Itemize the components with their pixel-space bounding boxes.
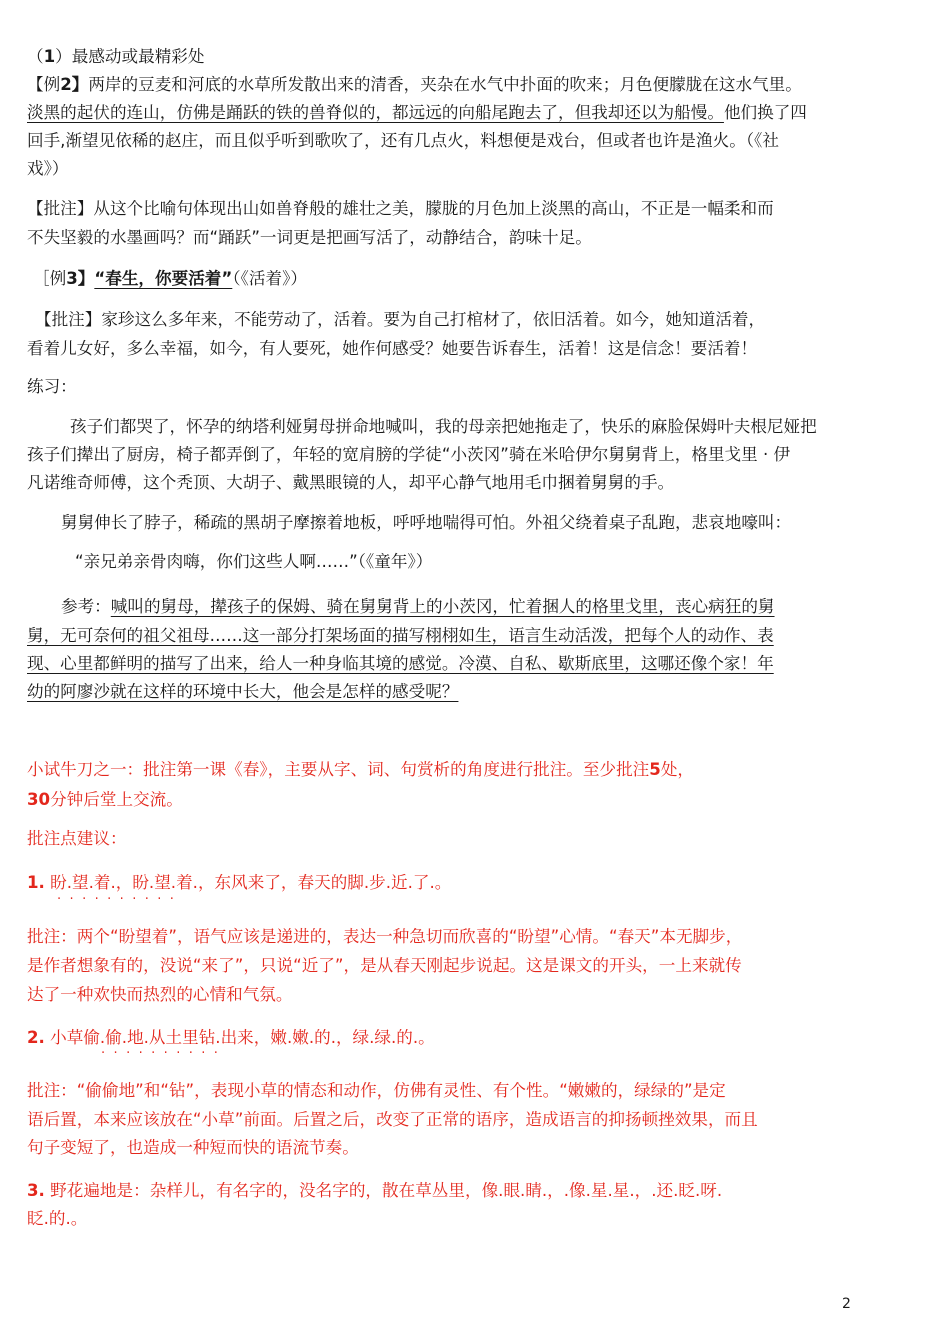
suggestion-label: 批注点建议： — [27, 829, 127, 848]
practice-line1: 孩子们都哭了，怀孕的纳塔利娅舅母拼命地喊叫，我的母亲把她拖走了，快乐的麻脸保姆叶夫根尼娅把 — [70, 417, 817, 436]
example2-underlined-sentence: 淡黑的起伏的连山，仿佛是踊跃的铁的兽脊似的，都远远的向船尾跑去了，但我却还以为船慢。 — [27, 103, 724, 122]
task-line1: 小试牛刀之一：批注第一课《春》，主要从字、词、句赏析的角度进行批注。至少批注5处， — [27, 760, 694, 779]
item3-line1: 3. 野花遍地是：杂样儿，有名字的，没名字的，散在草丛里，像.眼.睛.，.像.星.星.，.还.眨.呀. — [27, 1181, 723, 1200]
reference-line3: 现、心里都鲜明的描写了出来，给人一种身临其境的感觉。冷漠、自私、歇斯底里，这哪还像个家！年 — [27, 654, 774, 673]
annotation3-line2: 看着儿女好，多么幸福，如今，有人要死，她作何感受？她要告诉春生，活着！这是信念！要活着！ — [27, 339, 758, 358]
annotation2-line2: 不失坚毅的水墨画吗？而“踊跃”一词更是把画写活了，动静结合，韵味十足。 — [27, 228, 592, 247]
note1-line2: 是作者想象有的，没说“来了”，只说“近了”，是从春天刚起步说起。这是课文的开头，一上来就传 — [27, 956, 742, 975]
example2-line1: 【例2】两岸的豆麦和河底的水草所发散出来的清香，夹杂在水气中扑面的吹来；月色便朦胧在这水气里。 — [27, 75, 802, 94]
item3-line2: 眨.的.。 — [27, 1209, 88, 1228]
practice-line3: 凡诺维奇师傅，这个秃顶、大胡子、戴黑眼镜的人，却平心静气地用毛巾捆着舅舅的手。 — [27, 473, 675, 492]
example2-line4: 戏》） — [27, 159, 69, 178]
practice-line5: “亲兄弟亲骨肉嗨，你们这些人啊……”（《童年》） — [75, 552, 433, 571]
example3-heading: ［例3】“春生，你要活着”（《活着》） — [33, 269, 307, 288]
practice-line2: 孩子们撵出了厨房，椅子都弄倒了，年轻的宽肩膀的学徒“小茨冈”骑在米哈伊尔舅舅背上，格里戈里 · 伊 — [27, 445, 791, 464]
reference-line2: 舅，无可奈何的祖父祖母……这一部分打架场面的描写栩栩如生，语言生动活泼，把每个人的动作、表 — [27, 626, 774, 645]
page-number: 2 — [842, 1296, 851, 1312]
item1-sentence: 1. 盼.望.着.，盼.望.着.，东风来了，春天的脚.步.近.了.。 — [27, 873, 452, 892]
reference-label: 参考： — [61, 597, 111, 616]
note2-line1: 批注：“偷偷地”和“钻”，表现小草的情态和动作，仿佛有灵性、有个性。“嫩嫩的，绿绿的”是定 — [27, 1081, 726, 1100]
reference-line1: 参考：喊叫的舅母，撵孩子的保姆、骑在舅舅背上的小茨冈，忙着捆人的格里戈里，丧心病狂的舅 — [61, 597, 775, 616]
task-line2: 30分钟后堂上交流。 — [27, 790, 183, 809]
example2-line2: 淡黑的起伏的连山，仿佛是踊跃的铁的兽脊似的，都远远的向船尾跑去了，但我却还以为船慢。他们换了四 — [27, 103, 807, 122]
section-heading: （1）最感动或最精彩处 — [27, 47, 205, 66]
example2-line3: 回手,渐望见依稀的赵庄，而且似乎听到歌吹了，还有几点火，料想便是戏台，但或者也许是渔火。（《社 — [27, 131, 779, 150]
practice-line4: 舅舅伸长了脖子，稀疏的黑胡子摩擦着地板，呼呼地喘得可怕。外祖父绕着桌子乱跑，悲哀地嚎叫： — [61, 513, 792, 532]
note1-line1: 批注：两个“盼望着”，语气应该是递进的，表达一种急切而欣喜的“盼望”心情。“春天”本无脚步， — [27, 927, 743, 946]
note2-line2: 语后置，本来应该放在“小草”前面。后置之后，改变了正常的语序，造成语言的抑扬顿挫效果，而且 — [27, 1110, 758, 1129]
annotation2-line1: 【批注】从这个比喻句体现出山如兽脊般的雄壮之美，朦胧的月色加上淡黑的高山，不正是一幅柔和而 — [27, 199, 774, 218]
item2-emphasis-dots: ·········· — [101, 1046, 227, 1061]
item1-emphasis-dots: ·········· — [57, 892, 183, 907]
note2-line3: 句子变短了，也造成一种短而快的语流节奏。 — [27, 1138, 359, 1157]
note1-line3: 达了一种欢快而热烈的心情和气氛。 — [27, 985, 293, 1004]
reference-line4: 幼的阿廖沙就在这样的环境中长大，他会是怎样的感受呢？ — [27, 682, 459, 701]
annotation3-line1: 【批注】家珍这么多年来，不能劳动了，活着。要为自己打棺材了，依旧活着。如今，她知道活着， — [35, 310, 766, 329]
example3-quote: “春生，你要活着” — [94, 269, 233, 288]
item2-sentence: 2. 小草偷.偷.地.从土里钻.出来，嫩.嫩.的.，绿.绿.的.。 — [27, 1028, 435, 1047]
practice-label: 练习： — [27, 377, 77, 396]
